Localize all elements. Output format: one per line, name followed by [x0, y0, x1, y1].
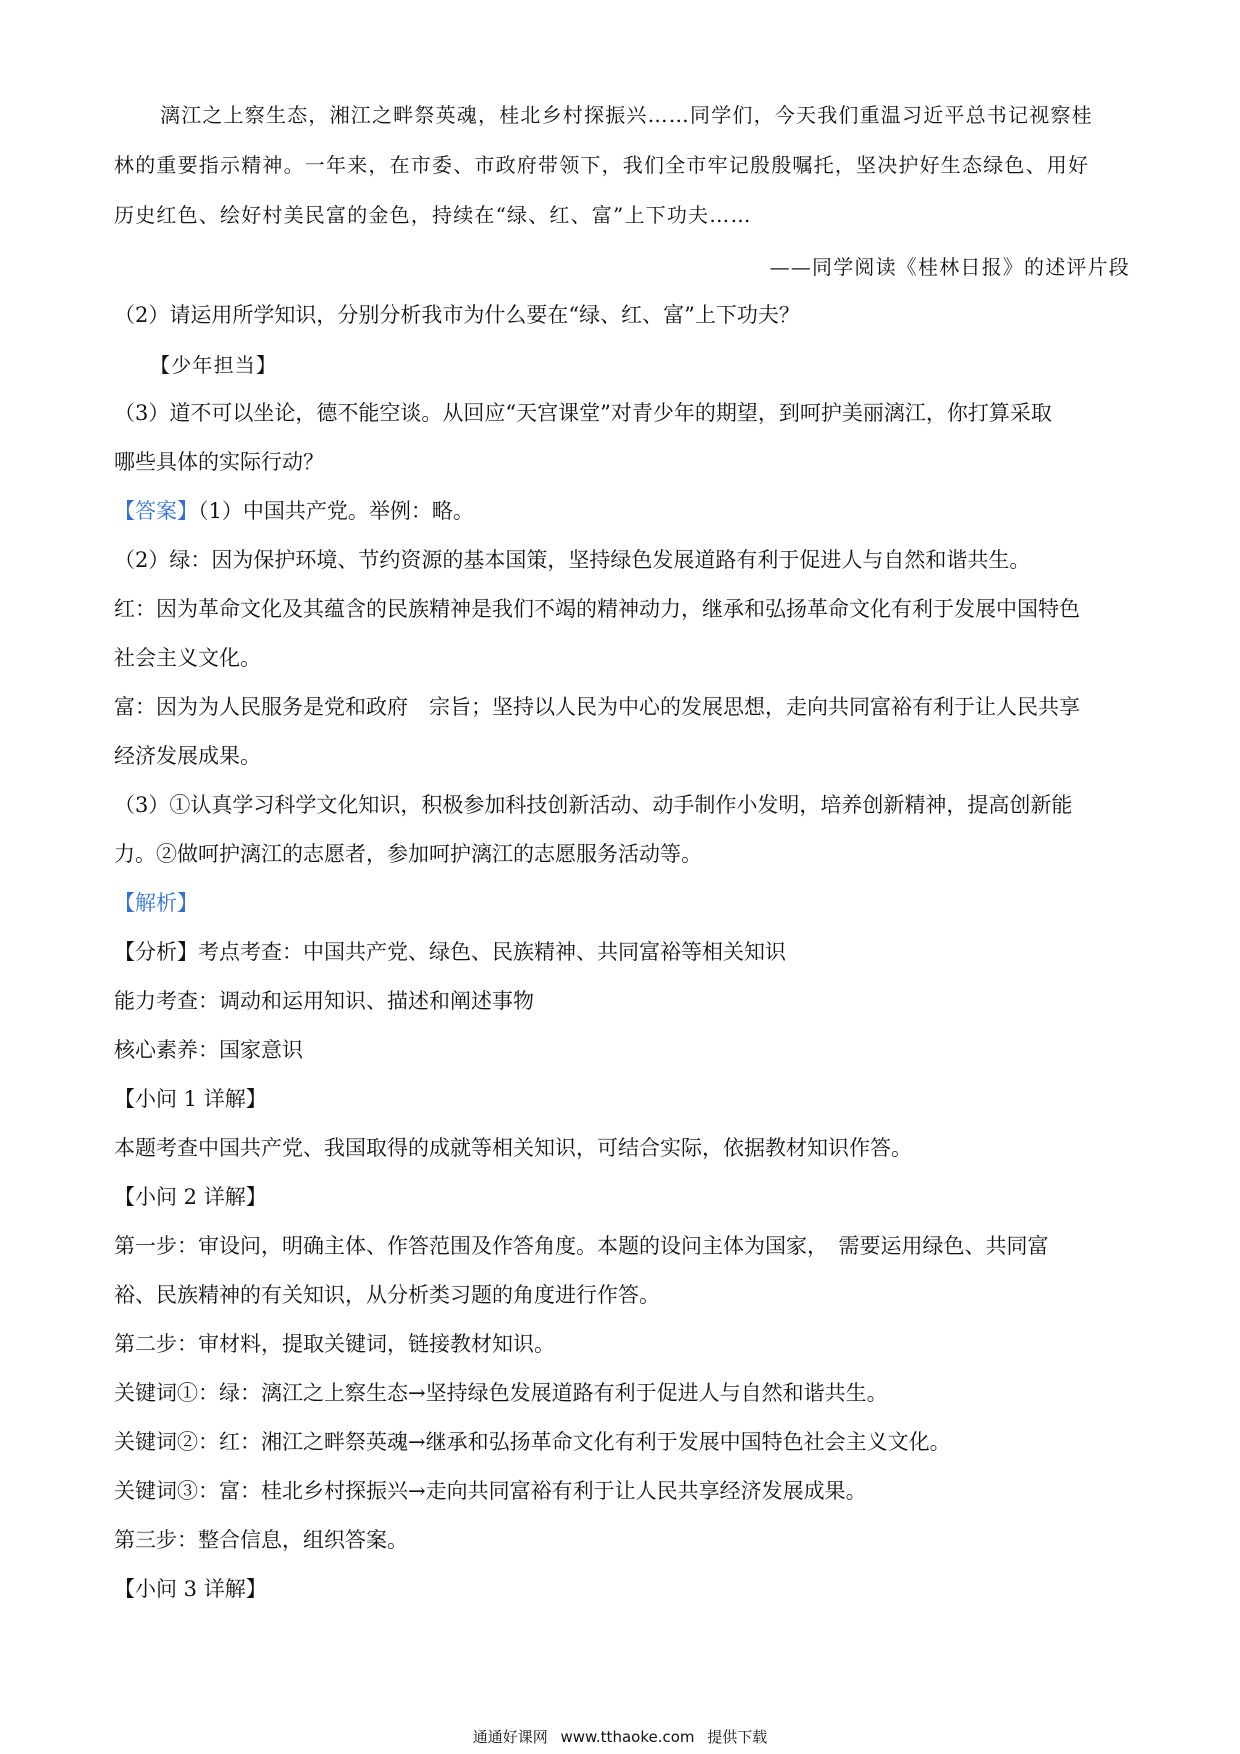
analysis-literacy: 核心素养：国家意识: [114, 1038, 303, 1062]
sub-question-3-title: 【小问 3 详解】: [114, 1577, 267, 1601]
answer-2-red-line-2: 社会主义文化。: [114, 646, 261, 670]
sub-question-2-title: 【小问 2 详解】: [114, 1185, 267, 1209]
sub-question-1-title: 【小问 1 详解】: [114, 1087, 267, 1111]
footer-url-link[interactable]: www.tthaoke.com: [560, 1728, 695, 1746]
answer-label: 【答案】: [114, 499, 198, 523]
passage-line-3: 历史红色、绘好村美民富的金色，持续在“绿、红、富”上下功夫……: [114, 203, 752, 227]
analysis-points: 【分析】考点考查：中国共产党、绿色、民族精神、共同富裕等相关知识: [114, 940, 786, 964]
page-footer: [0, 1727, 1240, 1747]
question-3-line-1: （3）道不可以坐论，德不能空谈。从回应“天宫课堂”对青少年的期望，到呵护美丽漓江，你打算采取: [114, 401, 1052, 425]
sub-question-2-keyword-2: 关键词②：红：湘江之畔祭英魂→继承和弘扬革命文化有利于发展中国特色社会主义文化。: [114, 1430, 951, 1454]
sub-question-1-text: 本题考查中国共产党、我国取得的成就等相关知识，可结合实际，依据教材知识作答。: [114, 1136, 912, 1160]
passage-line-1: 漓江之上察生态，湘江之畔祭英魂，桂北乡村探振兴……同学们，今天我们重温习近平总书记视察桂: [160, 103, 1093, 127]
answer-3-line-2: 力。②做呵护漓江的志愿者，参加呵护漓江的志愿服务活动等。: [114, 842, 702, 866]
sub-question-2-step-1-line-1: 第一步：审设问，明确主体、作答范围及作答角度。本题的设问主体为国家， 需要运用绿色、共同富: [114, 1234, 1049, 1258]
answer-1: （1）中国共产党。举例：略。: [198, 499, 474, 523]
footer-site-name: 通通好课网: [472, 1728, 548, 1746]
sub-question-2-step-3: 第三步：整合信息，组织答案。: [114, 1528, 408, 1552]
answer-2-red-line-1: 红：因为革命文化及其蕴含的民族精神是我们不竭的精神动力，继承和弘扬革命文化有利于发展中国特色: [114, 597, 1080, 621]
passage-line-2: 林的重要指示精神。一年来，在市委、市政府带领下，我们全市牢记殷殷嘱托，坚决护好生态绿色、用好: [114, 153, 1090, 177]
answer-2-green: （2）绿：因为保护环境、节约资源的基本国策，坚持绿色发展道路有利于促进人与自然和谐共生。: [114, 548, 1031, 572]
sub-question-2-keyword-3: 关键词③：富：桂北乡村探振兴→走向共同富裕有利于让人民共享经济发展成果。: [114, 1479, 867, 1503]
section-title-youth: 【少年担当】: [150, 353, 278, 377]
sub-question-2-keyword-1: 关键词①：绿：漓江之上察生态→坚持绿色发展道路有利于促进人与自然和谐共生。: [114, 1381, 888, 1405]
footer-suffix: 提供下载: [707, 1728, 768, 1746]
analysis-ability: 能力考查：调动和运用知识、描述和阐述事物: [114, 989, 534, 1013]
question-3-line-2: 哪些具体的实际行动？: [114, 450, 324, 474]
passage-source: ——同学阅读《桂林日报》的述评片段: [769, 255, 1130, 279]
question-2: （2）请运用所学知识，分别分析我市为什么要在“绿、红、富”上下功夫？: [114, 303, 800, 327]
sub-question-2-step-1-line-2: 裕、民族精神的有关知识，从分析类习题的角度进行作答。: [114, 1283, 660, 1307]
answer-2-rich-line-2: 经济发展成果。: [114, 744, 261, 768]
answer-3-line-1: （3）①认真学习科学文化知识，积极参加科技创新活动、动手制作小发明，培养创新精神，提高创新能: [114, 793, 1073, 817]
answer-row: [114, 496, 1134, 526]
answer-2-rich-line-1: 富：因为为人民服务是党和政府 宗旨；坚持以人民为中心的发展思想，走向共同富裕有利于让人民共享: [114, 695, 1080, 719]
sub-question-2-step-2: 第二步：审材料，提取关键词，链接教材知识。: [114, 1332, 555, 1356]
analysis-label: 【解析】: [114, 891, 198, 915]
